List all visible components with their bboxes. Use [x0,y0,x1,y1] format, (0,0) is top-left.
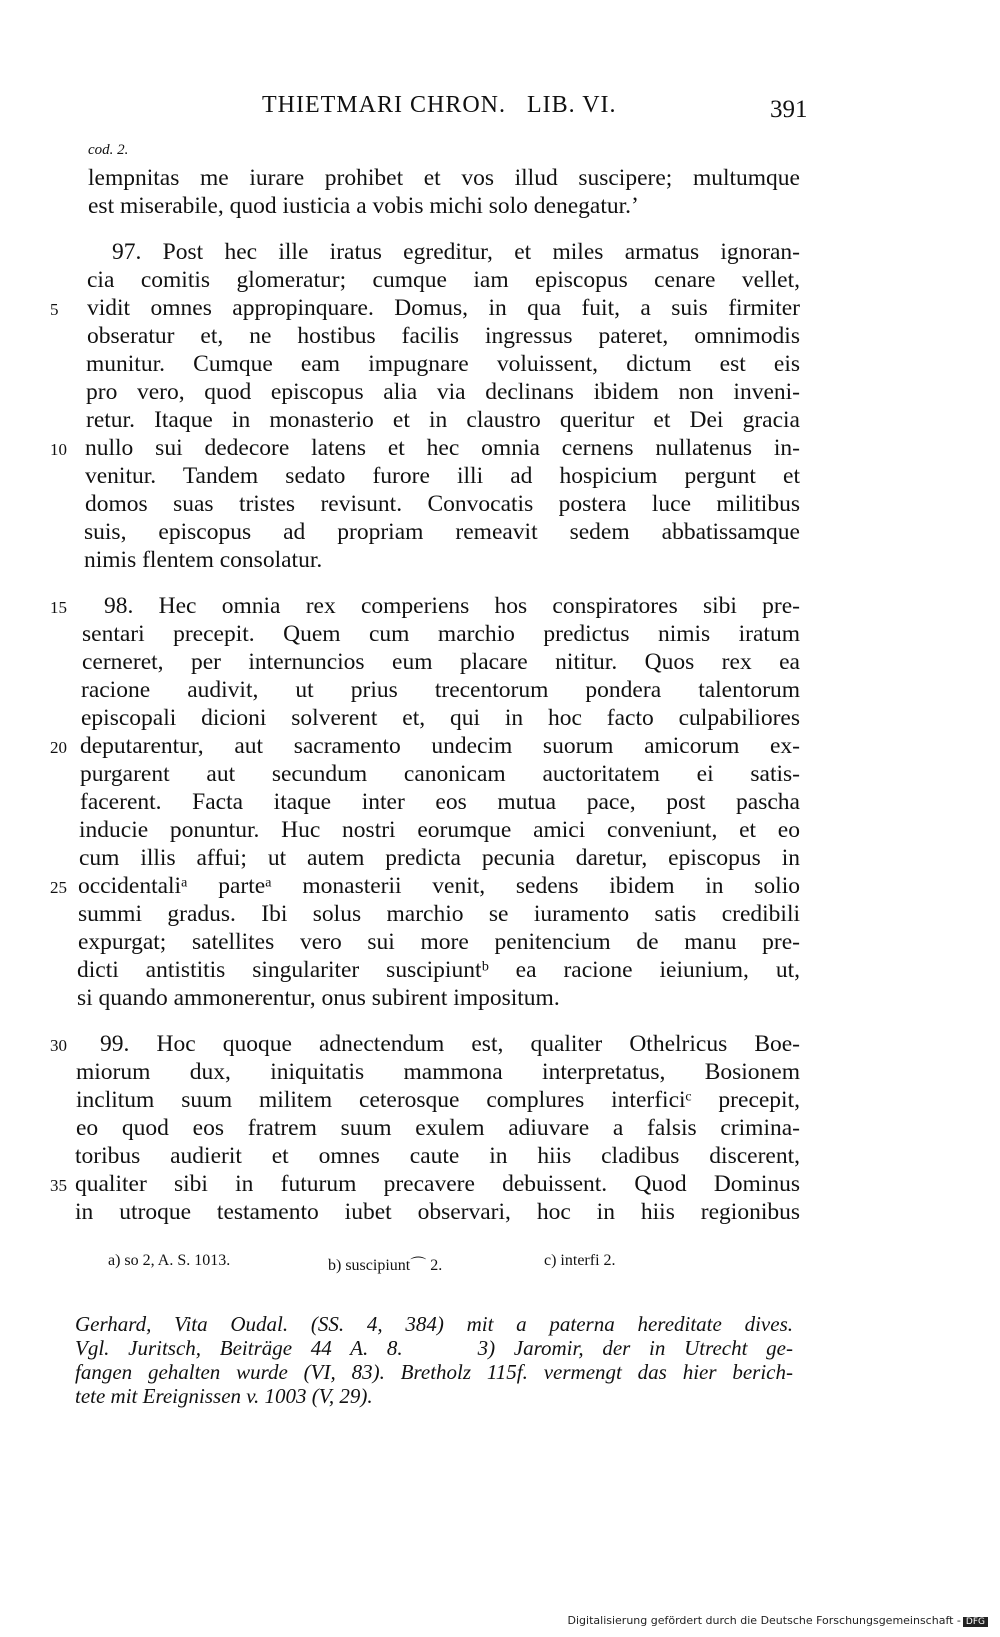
codex-note: cod. 2. [88,142,129,158]
line-number: 5 [50,300,59,319]
line-text: sentari precepit. Quem cum marchio predictus nimis iratum [82,621,800,647]
text-line [0,518,1000,546]
line-text: facerent. Facta itaque inter eos mutua pace, post pascha [80,789,800,815]
text-line [0,294,1000,322]
text-line [0,1142,1000,1170]
text-line [0,192,1000,220]
line-text: cia comitis glomeratur; cumque iam episcopus cenare vellet, [87,267,800,293]
line-text: racione audivit, ut prius trecentorum pondera talentorum [81,677,800,703]
line-text: obseratur et, ne hostibus facilis ingressus pateret, omnimodis [87,323,800,349]
line-text: nimis flentem consolatur. [84,547,323,573]
line-number: 35 [50,1176,67,1195]
digitization-credit [568,1614,988,1627]
footnote-line: tete mit Ereignissen v. 1003 (V, 29). [75,1384,373,1408]
line-text: expurgat; satellites vero sui more penitencium de manu pre- [78,929,800,955]
apparatus-note-c: c) interfi 2. [544,1252,616,1269]
line-text: 99. Hoc quoque adnectendum est, qualiter Othelricus Boe- [100,1031,800,1057]
text-line [0,844,1000,872]
text-line [0,350,1000,378]
apparatus-note-a: a) so 2, A. S. 1013. [108,1252,231,1269]
text-line [0,164,1000,192]
credit-text: Digitalisierung gefördert durch die Deutsche Forschungsgemeinschaft - [567,1614,961,1627]
text-line [0,900,1000,928]
text-line [0,1114,1000,1142]
line-text: 98. Hec omnia rex comperiens hos conspiratores sibi pre- [104,593,800,619]
line-number: 25 [50,878,67,897]
line-text: 97. Post hec ille iratus egreditur, et miles armatus ignoran- [112,239,800,265]
line-text: domos suas tristes revisunt. Convocatis postera luce militibus [85,491,800,517]
line-text: pro vero, quod episcopus alia via declinans ibidem non inveni- [86,379,800,405]
text-line [0,984,1000,1012]
text-line [0,1170,1000,1198]
running-title: THIETMARI CHRON. LIB. VI. [262,92,617,118]
line-text: qualiter sibi in futurum precavere debuissent. Quod Dominus [75,1171,800,1197]
critical-apparatus [0,1252,1000,1276]
page-number: 391 [770,96,808,123]
line-text: toribus audierit et omnes caute in hiis cladibus discerent, [75,1143,800,1169]
line-text: purgarent aut secundum canonicam auctoritatem ei satis- [80,761,800,787]
line-text: cerneret, per internuncios eum placare nititur. Quos rex ea [82,649,800,675]
footnote-line: fangen gehalten wurde (VI, 83). Bretholz 115f. vermengt das hier berich- [75,1360,793,1384]
text-line [0,704,1000,732]
line-text: retur. Itaque in monasterio et in claustro queritur et Dei gracia [86,407,800,433]
footnote-line: Gerhard, Vita Oudal. (SS. 4, 384) mit a paterna hereditate dives. [75,1312,793,1336]
text-line [0,956,1000,984]
line-text: episcopali dicioni solverent et, qui in hoc facto culpabiliores [81,705,800,731]
line-text: inclitum suum militem ceterosque complures interficiᶜ precepit, [76,1087,800,1113]
text-line [0,592,1000,620]
line-text: lempnitas me iurare prohibet et vos illud suscipere; multumque [88,165,800,191]
line-text: inducie ponuntur. Huc nostri eorumque amici conveniunt, et eo [79,817,800,843]
footnote-line: Vgl. Juritsch, Beiträge 44 A. 8. 3) Jaromir, der in Utrecht ge- [75,1336,793,1360]
line-text: est miserabile, quod iusticia a vobis michi solo denegatur.’ [88,193,639,219]
line-number: 15 [50,598,67,617]
line-text: cum illis affui; ut autem predicta pecunia daretur, episcopus in [79,845,800,871]
text-line [0,434,1000,462]
text-line [0,648,1000,676]
line-text: miorum dux, iniquitatis mammona interpretatus, Bosionem [76,1059,800,1085]
text-line [0,1086,1000,1114]
text-line [0,378,1000,406]
text-line [0,732,1000,760]
line-number: 30 [50,1036,67,1055]
line-text: summi gradus. Ibi solus marchio se iuramento satis credibili [78,901,800,927]
text-line [0,238,1000,266]
text-line [0,490,1000,518]
text-line [0,546,1000,574]
apparatus-note-b: b) suscipiunt⌒ 2. [328,1257,443,1274]
line-text: vidit omnes appropinquare. Domus, in qua fuit, a suis firmiter [87,295,800,321]
text-line [0,816,1000,844]
text-line [0,462,1000,490]
line-number: 20 [50,738,67,757]
line-text: si quando ammonerentur, onus subirent impositum. [77,985,560,1011]
text-line [0,1058,1000,1086]
line-text: dicti antistitis singulariter suscipiuntᵇ ea racione ieiunium, ut, [77,957,800,983]
text-line [0,406,1000,434]
text-line [0,676,1000,704]
text-line [0,872,1000,900]
line-text: occidentaliᵃ parteᵃ monasterii venit, sedens ibidem in solio [78,873,800,899]
line-text: deputarentur, aut sacramento undecim suorum amicorum ex- [80,733,800,759]
text-line [0,322,1000,350]
dfg-logo: DFG [963,1617,988,1627]
page-header [0,92,1000,132]
line-text: eo quod eos fratrem suum exulem adiuvare a falsis crimina- [76,1115,800,1141]
line-text: in utroque testamento iubet observari, hoc in hiis regionibus [75,1199,800,1225]
text-line [0,1198,1000,1226]
line-text: munitur. Cumque eam impugnare voluissent, dictum est eis [86,351,800,377]
text-line [0,928,1000,956]
line-number: 10 [50,440,67,459]
text-line [0,760,1000,788]
text-line [0,788,1000,816]
text-line [0,1030,1000,1058]
text-line [0,620,1000,648]
line-text: venitur. Tandem sedato furore illi ad hospicium pergunt et [85,463,800,489]
line-text: nullo sui dedecore latens et hec omnia cernens nullatenus in- [85,435,800,461]
text-line [0,266,1000,294]
line-text: suis, episcopus ad propriam remeavit sedem abbatissamque [84,519,800,545]
